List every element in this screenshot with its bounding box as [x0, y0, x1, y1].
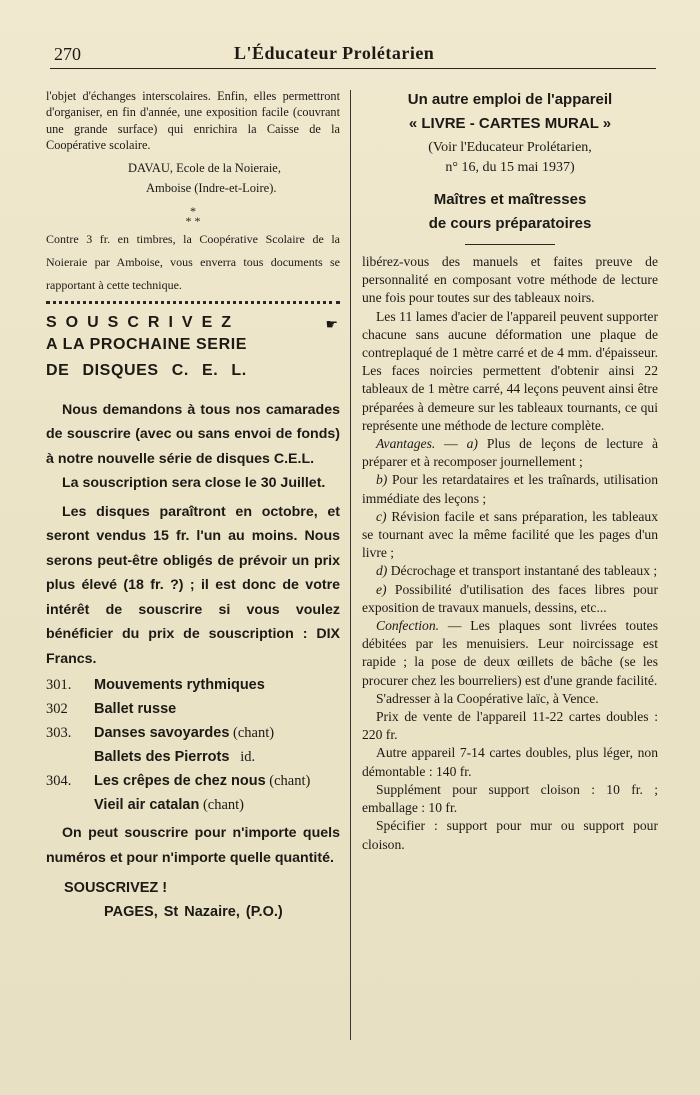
subtitle-line-2: DE DISQUES C. E. L. — [46, 361, 247, 379]
paragraph-prix: Les disques paraîtront en octobre, et seront vendus 15 fr. l'un au moins. Nous serons peut-être obligés de prévoir un prix plus élevé (18 fr. ?) ; il est donc de votre intérêt de souscrire si vous voulez bénéficier du prix de souscription : DIX Francs. — [46, 503, 340, 667]
advantage-d: d) Décrochage et transport instantané des tableaux ; — [376, 563, 658, 579]
advantage-c: c) Révision facile et sans préparation, les tableaux se tournant avec la même facilité que les pages d'un livre ; — [362, 508, 658, 561]
section-title-line-1: Maîtres et maîtresses — [433, 191, 587, 208]
advantages-paragraph: Avantages. — a) Plus de leçons de lecture à préparer et à recomposer journellement ; — [362, 436, 659, 470]
article-body — [362, 253, 658, 854]
subtitle-line-1: A LA PROCHAINE SERIE — [46, 335, 248, 353]
paragraph-numeros: On peut souscrire pour n'importe quels numéros et pour n'importe quelle quantité. — [46, 825, 340, 866]
page-number: 270 — [54, 44, 81, 64]
supplement-paragraph: Supplément pour support cloison : 10 fr. ; emballage : 10 fr. — [362, 781, 658, 816]
specifier-paragraph: Spécifier : support pour mur ou support pour cloison. — [362, 818, 658, 852]
reference-line-1: (Voir l'Educateur Prolétarien, — [428, 140, 592, 155]
page-header — [50, 40, 656, 69]
article-title-line-2: « LIVRE - CARTES MURAL » — [408, 115, 612, 132]
dotted-separator — [46, 301, 340, 304]
section-title-line-2: de cours préparatoires — [428, 215, 592, 232]
journal-title: L'Éducateur Prolétarien — [234, 43, 435, 63]
disc-item: 304. Les crêpes de chez nous (chant) Vieil air catalan (chant) — [46, 773, 311, 814]
sender-signature: PAGES, St Nazaire, (P.O.) — [104, 904, 283, 921]
disc-item: 301. Mouvements rythmiques — [46, 677, 265, 694]
pointing-hand-icon: ☛ — [325, 315, 338, 332]
left-column — [46, 88, 340, 920]
advantage-b: b) Pour les retardataires et les traînards, utilisation immédiate des leçons ; — [362, 472, 658, 506]
address-paragraph: S'adresser à la Coopérative laïc, à Vence. — [376, 690, 599, 706]
price-paragraph: Autre appareil 7-14 cartes doubles, plus léger, non démontable : 140 fr. — [362, 745, 658, 779]
closing-call: SOUSCRIVEZ ! — [64, 880, 168, 897]
disc-list — [46, 673, 340, 817]
body-paragraph: Les 11 lames d'acier de l'appareil peuvent supporter chacune sans aucune déformation une plaque de contreplaqué de 1 mètre carré et de 4 mm. d'épaisseur. Les faces noircies permettent d'obtenir ainsi 22 tableaux de 1 mètre carré, 44 leçons peuvent ainsi être préparées à demeure sur les tableaux tournants, ce qui représente une méthode de lecture complète. — [362, 308, 658, 433]
confection-paragraph: Confection. — Les plaques sont livrées toutes débitées par les menuisiers. Leur noircissage est rapide ; la pose de deux œillets de bâche (se les procurer chez les bourreliers) est d'une grande facilité. — [362, 618, 658, 688]
signature-line-1: DAVAU, Ecole de la Noieraie, — [128, 160, 281, 175]
article-title-line-1: Un autre emploi de l'appareil — [407, 91, 613, 108]
short-rule — [465, 244, 555, 245]
signature-line-2: Amboise (Indre-et-Loire). — [146, 180, 277, 195]
souscrivez-heading: SOUSCRIVEZ ☛ — [46, 313, 338, 332]
column-divider — [350, 90, 351, 1040]
reference-line-2: n° 16, du 15 mai 1937) — [445, 160, 575, 175]
advantage-e: e) Possibilité d'utilisation des faces libres pour exposition de travaux manuels, dessins, etc... — [362, 581, 658, 615]
asterism: * * * — [185, 203, 201, 228]
paragraph-cloture: La souscription sera close le 30 Juillet. — [62, 475, 326, 492]
disc-item: 302 Ballet russe — [46, 701, 177, 718]
intro-paragraph: l'objet d'échanges interscolaires. Enfin, elles permettront d'organiser, en fin d'année, une exposition facile (couvrant une grande surface) qui enrichira la Caisse de la Coopérative scolaire. — [46, 89, 340, 153]
price-paragraph: Prix de vente de l'appareil 11-22 cartes doubles : 220 fr. — [362, 709, 658, 743]
right-column — [362, 88, 658, 854]
paragraph-souscrire: Nous demandons à tous nos camarades de souscrire (avec ou sans envoi de fonds) à notre nouvelle série de disques C.E.L. — [46, 401, 340, 467]
info-paragraph: Contre 3 fr. en timbres, la Coopérative Scolaire de la Noieraie par Amboise, vous enverra tous documents se rapportant à cette technique. — [46, 231, 340, 292]
body-paragraph: libérez-vous des manuels et faites preuve de personnalité en composant votre méthode de lecture une fois pour toutes sur des tableaux noirs. — [362, 254, 658, 306]
disc-item: 303. Danses savoyardes (chant) Ballets des Pierrots id. — [46, 725, 275, 766]
